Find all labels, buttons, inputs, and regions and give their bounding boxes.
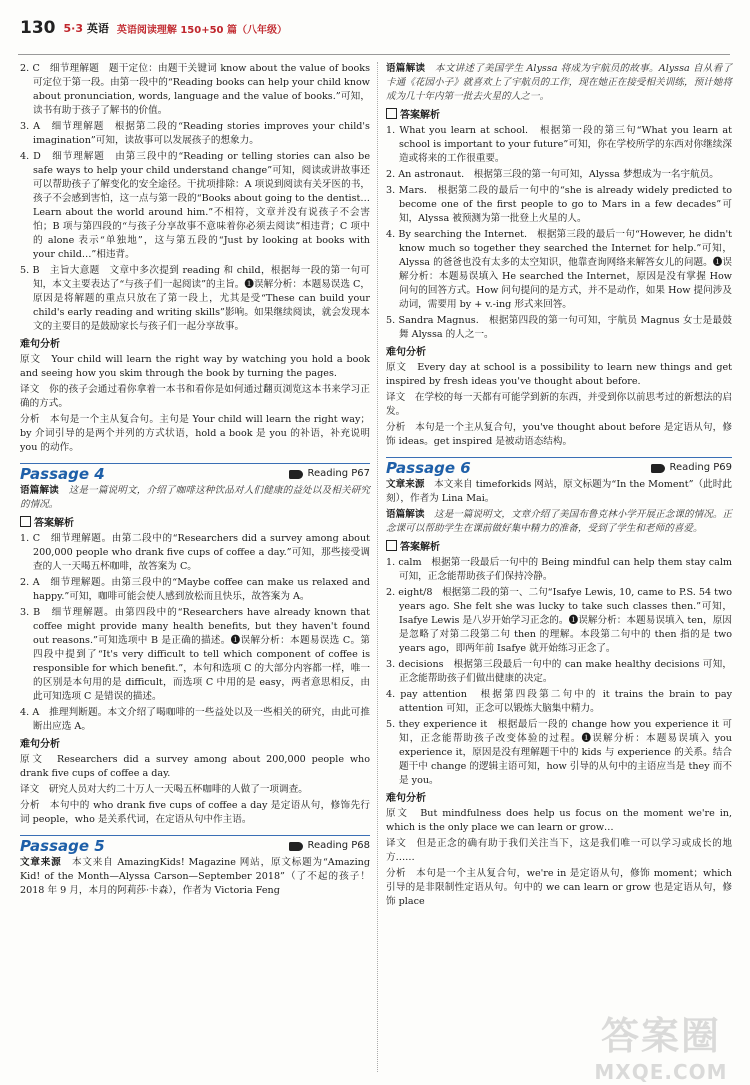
intro-label: 语篇解读 bbox=[386, 509, 425, 520]
answer-item: 2. An astronaut. 根据第三段的第一句可知，Alyssa 梦想成为一名宇航员。 bbox=[386, 169, 719, 180]
pointing-hand-icon bbox=[289, 842, 303, 851]
answer-label: 答案解析 bbox=[400, 110, 440, 121]
passage-intro bbox=[386, 62, 732, 104]
difficult-sentence-analysis: 分析 本句是一个主从复合句，you've thought about before 是定语从句，修饰 ideas。get inspired 是被动语态结构。 bbox=[386, 422, 732, 447]
answer-icon bbox=[20, 516, 31, 527]
reading-ref-label: Reading P69 bbox=[669, 462, 732, 473]
series-title: 英语阅读理解 150+50 篇（八年级） bbox=[116, 24, 287, 36]
answer-item: 1. What you learn at school. 根据第一段的第三句“What you learn at school is important to your future”可知，你在学校所学的东西对你继续深造或将来的工作很重要。 bbox=[386, 125, 732, 164]
intro-text: 这是一篇说明文，文章介绍了美国布鲁克林小学开展正念课的情况。正念课可以帮助学生在课前做好集中精力的准备，受到了学生和老师的喜爱。 bbox=[386, 509, 733, 534]
answer-item: 2. C 细节理解题 题干定位：由题干关键词 know about the value of books 可定位于第一段。由第一段中的“Reading books can help your child know about pronunciation, words, language and the value of books.”可知，读书有助于孩子了解书的价值。 bbox=[20, 63, 370, 116]
left-column bbox=[20, 62, 370, 900]
reading-ref-label: Reading P68 bbox=[307, 840, 370, 851]
pointing-hand-icon bbox=[651, 464, 665, 473]
answer-item: 5. they experience it 根据最后一段的 change how you experience it 可知，正念能帮助孩子改变体验的过程。❶误解分析：本题易误填入 you experience it，原因是没有理解题干中的 kids 与 experience 的关系。结合题干中 change 的逻辑主语可知，how 引导的从句中的主语应当是 they 而不是 you。 bbox=[386, 719, 732, 786]
difficult-sentence-original: 原文 Your child will learn the right way by watching you hold a book and seeing how you skim through the book by turning the pages. bbox=[20, 354, 370, 379]
source-label: 文章来源 bbox=[20, 857, 62, 868]
source-label: 文章来源 bbox=[386, 479, 425, 490]
brand-word: 英语 bbox=[86, 22, 109, 35]
intro-label: 语篇解读 bbox=[386, 63, 426, 74]
brand-logo bbox=[64, 20, 109, 36]
answer-icon bbox=[386, 540, 397, 551]
source-text: 本文来自 timeforkids 网站，原文标题为“In the Moment”（此时此刻），作者为 Lina Mai。 bbox=[386, 479, 733, 504]
intro-text: 本文讲述了美国学生 Alyssa 将成为宇航员的故事。Alyssa 自从看了卡通《花园小子》就喜欢上了宇航员的工作，现在她正在接受相关训练，预计她将成为几十年内第一批去火星的人之一。 bbox=[386, 63, 733, 102]
passage-title: Passage 6 bbox=[386, 459, 471, 477]
header-divider bbox=[18, 54, 730, 55]
reading-ref-label: Reading P67 bbox=[307, 468, 370, 479]
difficult-sentence-translation: 译文 在学校的每一天都有可能学到新的东西，并受到你以前思考过的新想法的启发。 bbox=[386, 392, 732, 417]
answer-item: 4. D 细节理解题 由第三段中的“Reading or telling stories can also be safe ways to help your child understand change”可知，阅读或讲故事还可以帮助孩子了解变化的安全途径。干扰项排除：A 项说到阅读有关牙医的书，孩子不会感到害怕，这一点与第一段的“Books about going to the dentist…Learn about the world around him.”不相符，文章并没有说孩子不会害怕；B 项与第四段的“与孩子分享故事不意味着你必须去阅读”相违背；C 项中的 alone 表示“单独地”，这与第五段的“Just by looking at books with your child…”相违背。 bbox=[20, 151, 370, 260]
difficult-sentence-translation: 译文 你的孩子会通过看你拿着一本书和看你是如何通过翻页浏览这本书来学习正确的方式。 bbox=[20, 384, 370, 409]
difficult-sentence-title: 难句分析 bbox=[386, 347, 426, 358]
difficult-sentence-title: 难句分析 bbox=[20, 339, 60, 350]
answer-item: 5. B 主旨大意题 文章中多次提到 reading 和 child，根据每一段的第一句可知，本文主要表达了“与孩子们一起阅读”的主旨。❶误解分析：本题易误选 C，原因是将解题的重点只放在了第一段上，尤其是受“These can build your child's early reading and writing skills”影响。如果继续阅读，就会发现本文的主要目的是鼓励家长与孩子们一起分享故事。 bbox=[20, 265, 370, 332]
difficult-sentence-analysis: 分析 本句中的 who drank five cups of coffee a day 是定语从句，修饰先行词 people，who 是关系代词，在定语从句中作主语。 bbox=[20, 800, 370, 825]
passage-4-header bbox=[20, 463, 370, 481]
answer-item: 4. pay attention 根据第四段第二句中的 it trains the brain to pay attention 可知，正念可以锻炼大脑集中精力。 bbox=[386, 689, 732, 714]
difficult-sentence-title: 难句分析 bbox=[20, 739, 60, 750]
difficult-sentence-analysis: 分析 本句是一个主从复合句。主句是 Your child will learn the right way；by 介词引导的是两个并列的方式状语，hold a book 是 you 的补语，补充说明 you 的动作。 bbox=[20, 414, 370, 453]
answer-item: 1. calm 根据第一段最后一句中的 Being mindful can help them stay calm 可知，正念能帮助孩子们保持冷静。 bbox=[386, 557, 732, 582]
passage-source bbox=[20, 856, 370, 898]
page-number: 130 bbox=[20, 18, 56, 38]
pointing-hand-icon bbox=[289, 470, 303, 479]
answer-section-title bbox=[386, 540, 732, 555]
answer-item: 3. Mars. 根据第二段的最后一句中的“she is already widely predicted to become one of the first people to go to Mars in a few decades”可知，Alyssa 被预测为第一批登上火星的人。 bbox=[386, 185, 732, 224]
intro-text: 这是一篇说明文，介绍了咖啡这种饮品对人们健康的益处以及相关研究的情况。 bbox=[20, 485, 371, 510]
source-text: 本文来自 AmazingKids! Magazine 网站，原文标题为“Amazing Kid! of the Month—Alyssa Carson—September 2018”（了不起的孩子！2018 年 9 月，本月的阿莉莎·卡森），作者为 Victoria Feng bbox=[20, 857, 370, 896]
answer-item: 1. C 细节理解题。由第二段中的“Researchers did a survey among about 200,000 people who drank five cups of coffee a day.”可知，那些接受调查的人一天喝五杯咖啡，故答案为 C。 bbox=[20, 533, 370, 572]
answer-item: 2. A 细节理解题。由第三段中的“Maybe coffee can make us relaxed and happy.”可知，咖啡可能会使人感到放松而且快乐，故答案为 A。 bbox=[20, 577, 370, 602]
answer-label: 答案解析 bbox=[34, 518, 74, 529]
difficult-sentence-analysis: 分析 本句是一个主从复合句，we're in 是定语从句，修饰 moment；which 引导的是非限制性定语从句。句中的 we can learn or grow 也是定语从句，修饰 place bbox=[386, 868, 732, 907]
right-column bbox=[386, 62, 732, 911]
answer-label: 答案解析 bbox=[400, 542, 440, 553]
brand-number: 5·3 bbox=[63, 22, 83, 35]
answer-item: 3. A 细节理解题 根据第二段的“Reading stories improves your child's imagination”可知，读故事可以发展孩子的想象力。 bbox=[20, 121, 370, 146]
reading-page-ref bbox=[651, 461, 732, 475]
passage-intro bbox=[386, 508, 732, 536]
passage-title: Passage 5 bbox=[20, 837, 105, 855]
answer-item: 3. B 细节理解题。由第四段中的“Researchers have already known that coffee might provide many health benefits, but they haven't found out reasons.”可知选项中 B 是正确的描述。❶误解分析：本题易误选 C。第四段中提到了“It's very difficult to tell which component of coffee is responsible for which benefit.”，本句和选项 C 的大部分内容都一样，唯一的区别是本句用的是 difficult，而选项 C 中用的是 easy，两者意思相反，由此可知选项 C 是错误的描述。 bbox=[20, 607, 370, 702]
answer-item: 3. decisions 根据第三段最后一句中的 can make healthy decisions 可知，正念能帮助孩子们做出健康的决定。 bbox=[386, 659, 732, 684]
answer-item: 4. A 推理判断题。本文介绍了喝咖啡的一些益处以及一些相关的研究，由此可推断出应选 A。 bbox=[20, 707, 370, 732]
site-watermark bbox=[586, 1005, 736, 1084]
passage-title: Passage 4 bbox=[20, 465, 105, 483]
answer-item: 5. Sandra Magnus. 根据第四段的第一句可知，宇航员 Magnus 女士是最鼓舞 Alyssa 的人之一。 bbox=[386, 315, 732, 340]
watermark-line-1: 答案圈 bbox=[600, 1014, 721, 1058]
column-divider bbox=[377, 62, 378, 1072]
passage-intro bbox=[20, 484, 370, 512]
reading-page-ref bbox=[289, 467, 370, 481]
difficult-sentence-title: 难句分析 bbox=[386, 793, 426, 804]
watermark-line-2: MXQE.COM bbox=[594, 1060, 728, 1084]
passage-5-header bbox=[20, 835, 370, 853]
difficult-sentence-translation: 译文 研究人员对大约二十万人一天喝五杯咖啡的人做了一项调查。 bbox=[20, 784, 308, 795]
answer-item: 4. By searching the Internet. 根据第三段的最后一句“However, he didn't know much so together they searched the Internet for help.”可知，Alyssa 的爸爸也没有太多的太空知识，他靠查询网络来解答女儿的问题。❶误解分析：本题易误填入 He searched the Internet，原因是没有掌握 How 问句的回答方式。How 问句提问的是方式，并不是动作，如果 How 提问涉及动词，需要用 by + v.-ing 形式来回答。 bbox=[386, 229, 732, 310]
difficult-sentence-translation: 译文 但是正念的确有助于我们关注当下，这是我们唯一可以学习或成长的地方…… bbox=[386, 838, 732, 863]
passage-source bbox=[386, 478, 732, 506]
reading-page-ref bbox=[289, 839, 370, 853]
answer-icon bbox=[386, 108, 397, 119]
passage-3-answers bbox=[20, 62, 370, 334]
answer-section-title bbox=[386, 108, 732, 123]
answer-section-title bbox=[20, 516, 370, 531]
passage-6-header bbox=[386, 457, 732, 475]
intro-label: 语篇解读 bbox=[20, 485, 59, 496]
page-header bbox=[0, 0, 750, 56]
answer-item: 2. eight/8 根据第二段的第一、二句“Isafye Lewis, 10, came to P.S. 54 two years ago. She felt she was lucky to take such classes then.”可知，Isafye Lewis 是八岁开始学习正念的。❶误解分析：本题易误填入 ten，原因是忽略了对第二段第二句 then 的理解。本段第二句中的 then 指的是 two years ago，即两年前 Isafye 就开始练习正念了。 bbox=[386, 587, 732, 654]
difficult-sentence-original: 原文 Every day at school is a possibility to learn new things and get inspired by fresh ideas you've thought about before. bbox=[386, 362, 732, 387]
difficult-sentence-original: 原文 Researchers did a survey among about 200,000 people who drank five cups of coffee a day. bbox=[20, 754, 370, 779]
difficult-sentence-original: 原文 But mindfulness does help us focus on the moment we're in, which is the only place we can learn or grow… bbox=[386, 808, 732, 833]
